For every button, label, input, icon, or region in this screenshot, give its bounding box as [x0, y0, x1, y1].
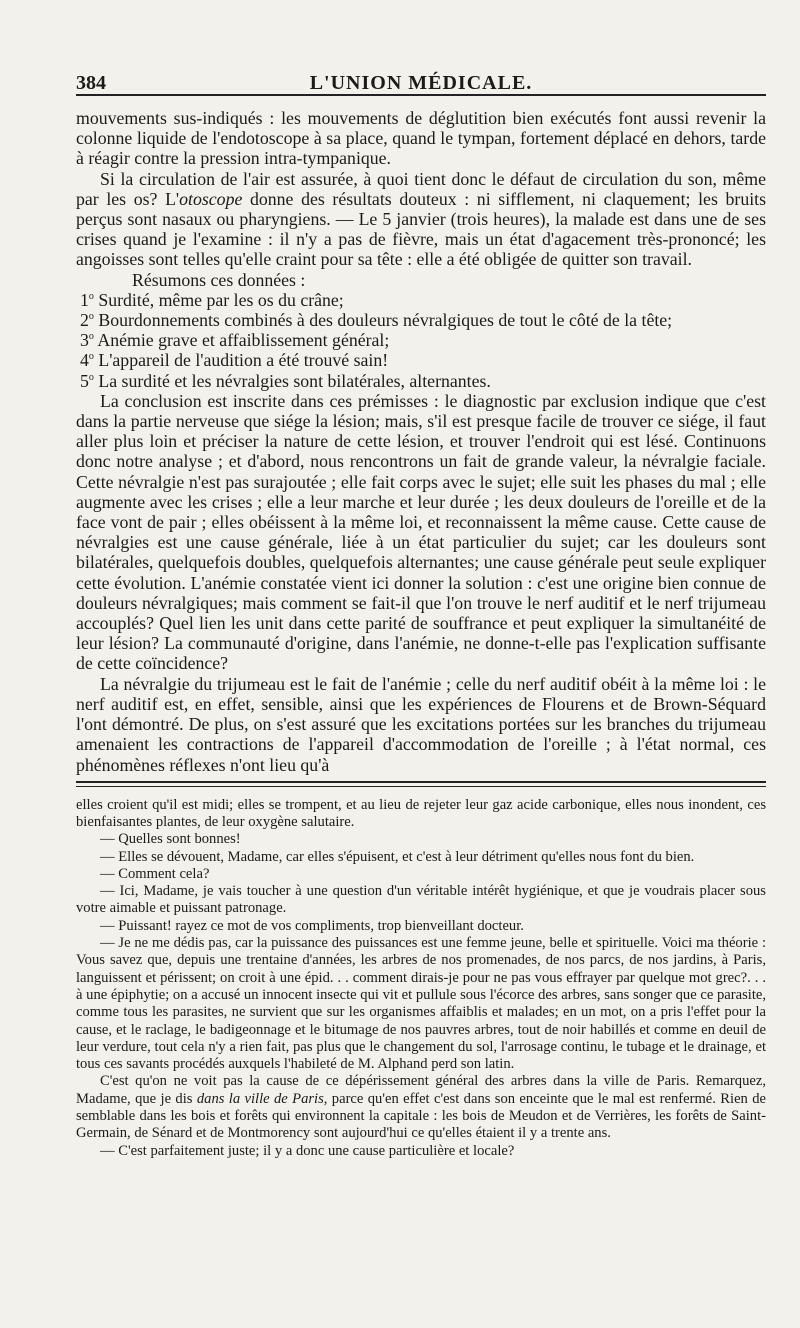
paragraph-circulation: [76, 169, 766, 270]
list-item: [76, 290, 766, 310]
feuilleton-text: [76, 797, 766, 1160]
list-item: [76, 371, 766, 391]
list-item: [76, 310, 766, 330]
feuilleton-paragraph: — Je ne me dédis pas, car la puissance des puissances est une femme jeune, belle et spirituelle. Voici ma théorie : Vous savez que, depuis une trentaine d'années, les arbres de nos promenades, de nos parcs, de nos jardins, à Paris, languissent et périssent; on croit à une épid. . . comment dirais-je pour ne pas vous effrayer par quelque mot grec?. . . à une épiphytie; on a accusé un innocent insecte qui vit et pullule sous l'écorce des arbres, sans songer que ce parasite, comme tous les parasites, ne survient que sur les organismes affaiblis et malades; en un mot, on a pris l'effet pour la cause, et le raclage, le badigeonnage et le bitumage de nos pauvres arbres, tout de noir habillés et comme en deuil de leur verdure, tout cela n'y a rien fait, pas plus que le changement du sol, l'arrosage continu, le tubage et le drainage, et tous ces savants procédés auxquels l'habileté de M. Alphand perd son latin.: [76, 935, 766, 1073]
list-text: L'appareil de l'audition a été trouvé sain!: [98, 350, 389, 371]
main-article-text: [76, 108, 766, 775]
paragraph-continuation: mouvements sus-indiqués : les mouvements de déglutition bien exécutés font aussi revenir la colonne liquide de l'endotoscope à sa place, quand le tympan, fortement déplacé en dehors, tarde à réagir contre la pression intra-tympanique.: [76, 108, 766, 169]
list-text: Surdité, même par les os du crâne;: [98, 289, 344, 310]
list-number: 5: [80, 370, 89, 391]
feuilleton-paragraph: — Elles se dévouent, Madame, car elles s'épuisent, et c'est à leur détriment qu'elles nous font du bien.: [100, 848, 695, 865]
list-ordinal: o: [88, 351, 94, 363]
page-number: 384: [76, 72, 106, 94]
feuilleton-paragraph: — Puissant! rayez ce mot de vos compliments, trop bienveillant docteur.: [100, 917, 524, 934]
summary-heading: Résumons ces données :: [132, 269, 306, 290]
feuilleton-paragraph: [76, 1073, 766, 1142]
journal-title: L'UNION MÉDICALE.: [309, 72, 533, 94]
list-number: 1: [80, 289, 89, 310]
otoscope-term: otoscope: [179, 188, 243, 209]
feuilleton-paragraph: — Comment cela?: [100, 865, 210, 882]
list-ordinal: o: [88, 371, 94, 383]
list-text: Bourdonnements combinés à des douleurs névralgiques de tout le côté de la tête;: [98, 310, 673, 331]
paragraph-circulation-start: Si la circulation de l'air est assurée, à quoi tient donc le défaut de circulation du son, même par les os? L': [76, 168, 766, 209]
paragraph-conclusion: La conclusion est inscrite dans ces prémisses : le diagnostic par exclusion indique que c'est dans la partie nerveuse que siége la lésion; mais, s'il est presque facile de trouver ce siége, il faut aller plus loin et préciser la nature de cette lésion, et trouver l'endroit qui est lésé. Continuons donc notre analyse ; et d'abord, nous rencontrons un fait de grande valeur, la névralgie faciale. Cette névralgie n'est pas surajoutée ; elle fait corps avec le sujet; elle suit les phases du mal ; elle augmente avec les crises ; elle a leur marche et leur durée ; les deux douleurs de l'oreille et de la face vont de pair ; elles obéissent à la même loi, et reconnaissent la même cause. Cette cause de névralgies est une cause générale, liée à un état particulier du sujet; car les douleurs sont bilatérales, quelquefois doubles, quelquefois alternantes; une cause générale peut seule expliquer cette évolution. L'anémie constatée vient ici donner la solution : c'est une origine bien connue de douleurs névralgiques; mais comment se fait-il que l'on trouve le nerf auditif et le nerf trijumeau accouplés? Quel lien les unit dans cette parité de souffrance et peut expliquer la simultanéité de leur lésion? La communauté d'origine, dans l'anémie, ne donne-t-elle pas l'explication suffisante de cette coïncidence?: [76, 390, 766, 674]
list-number: 2: [80, 310, 89, 331]
list-item: [76, 350, 766, 370]
findings-list: [76, 290, 766, 391]
list-ordinal: o: [88, 290, 94, 302]
feuilleton-paragraph: — C'est parfaitement juste; il y a donc une cause particulière et locale?: [100, 1142, 515, 1159]
running-head: [76, 60, 766, 96]
feuilleton-paragraph: — Quelles sont bonnes!: [100, 831, 241, 848]
list-number: 4: [80, 350, 89, 371]
paragraph-circulation-end: donne des résultats douteux : ni sifflement, ni claquement; les bruits perçus sont nasaux ou pharyngiens. — Le 5 janvier (trois heures), la malade est dans une de ses crises quand je l'examine : il n'y a pas de fièvre, mais un état d'agacement très-prononcé; les angoisses sont telles qu'elle craint pour sa tête : elle a été obligée de quitter son travail.: [76, 188, 767, 270]
paris-emphasis: dans la ville de Paris: [196, 1090, 324, 1107]
list-ordinal: o: [88, 311, 94, 323]
list-number: 3: [80, 330, 89, 351]
feuilleton-paragraph: elles croient qu'il est midi; elles se trompent, et au lieu de rejeter leur gaz acide carbonique, elles nous inondent, ces bienfaisantes plantes, de leur oxygène salutaire.: [76, 796, 766, 830]
feuilleton-paris-end: , parce qu'en effet c'est dans son enceinte que le mal est renfermé. Rien de semblable dans les bois et forêts qui environnent la capitale : les bois de Meudon et de Verrières, les forêts de Saint-Germain, de Sénard et de Montmorency sont aujourd'hui ce qu'elles étaient il y a trente ans.: [76, 1090, 766, 1142]
feuilleton-paragraph: — Ici, Madame, je vais toucher à une question d'un véritable intérêt hygiénique, et que je voudrais placer sous votre aimable et puissant patronage.: [76, 883, 766, 917]
paragraph-trijumeau: La névralgie du trijumeau est le fait de l'anémie ; celle du nerf auditif obéit à la même loi : le nerf auditif est, en effet, sensible, ainsi que les expériences de Flourens et de Brown-Séquard l'ont démontré. De plus, on s'est assuré que les excitations portées sur les branches du trijumeau amenaient les contractions de l'appareil d'accommodation de l'oreille ; à l'état normal, ces phénomènes réflexes n'ont lieu qu'à: [76, 673, 766, 775]
list-ordinal: o: [88, 331, 94, 343]
list-text: Anémie grave et affaiblissement général;: [97, 330, 390, 351]
feuilleton-paris-start: C'est qu'on ne voit pas la cause de ce dépérissement général des arbres dans la ville de Paris. Remarquez, Madame, que je dis: [76, 1073, 766, 1107]
feuilleton-divider: [76, 781, 766, 787]
list-text: La surdité et les névralgies sont bilatérales, alternantes.: [98, 370, 491, 391]
list-item: [76, 330, 766, 350]
